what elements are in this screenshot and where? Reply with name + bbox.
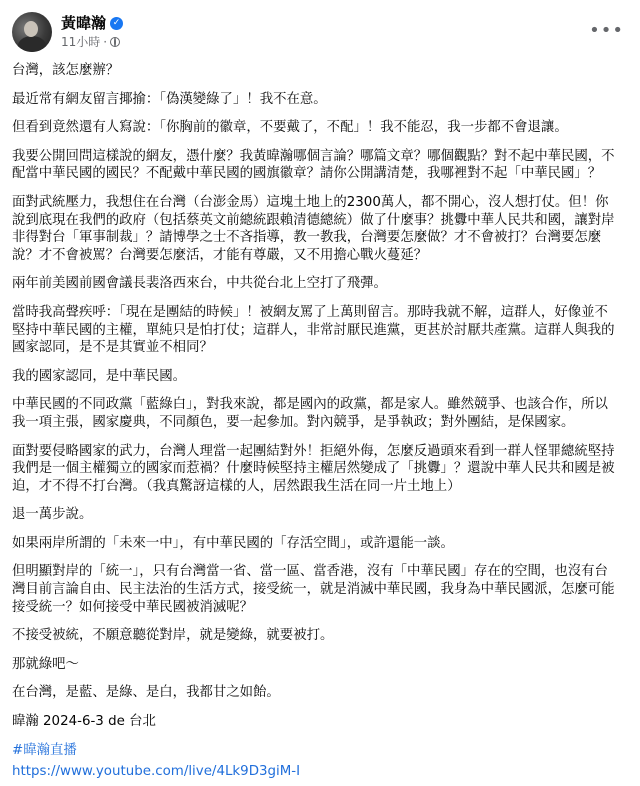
- post-header: [12, 10, 628, 54]
- hashtag-link[interactable]: #暐瀚直播: [12, 742, 77, 758]
- post-paragraph: 退一萬步說。: [12, 507, 93, 523]
- author-name-row: [61, 14, 123, 32]
- globe-icon: [110, 37, 120, 47]
- verified-badge-icon: ✓: [110, 17, 123, 30]
- post-signature: 暐瀚 2024-6-3 de 台北: [12, 714, 156, 730]
- post-paragraph: 兩年前美國前國會議長裴洛西來台，中共從台北上空打了飛彈。: [12, 276, 387, 292]
- post-paragraph: 最近常有網友留言揶揄：「偽漢變綠了」！我不在意。: [12, 91, 327, 107]
- post-paragraph: 面對要侵略國家的武力，台灣人理當一起團結對外！拒絕外侮，怎麼反過頭來看到一群人怪罪總統堅持我們是一個主權獨立的國家而惹禍？什麼時候堅持主權居然變成了「挑釁」？還說中華人民共和國是被迫，才不得不打台灣。（我真驚訝這樣的人，居然跟我生活在同一片土地上）: [12, 443, 615, 494]
- post-paragraph: 當時我高聲疾呼：「現在是團結的時候」！被網友罵了上萬則留言。那時我就不解，這群人，好像並不堅持中華民國的主權，單純只是怕打仗；這群人，非常討厭民進黨，更甚於討厭共產黨。這群人與我的國家認同，是不是其實並不相同？: [12, 304, 615, 356]
- post-time-row: [61, 34, 123, 50]
- post-paragraph: 我的國家認同，是中華民國。: [12, 368, 187, 384]
- post-paragraph: 但明顯對岸的「統一」，只有台灣當一省、當一區、當香港，沒有「中華民國」存在的空間，也沒有台灣目前言論自由、民主法治的生活方式，接受統一，就是消滅中華民國，我身為中華民國派，怎麼可能接受統一？如何接受中華民國被消滅呢？: [12, 564, 615, 615]
- post-paragraph: 台灣，該怎麼辦？: [12, 63, 120, 78]
- youtube-link[interactable]: https://www.youtube.com/live/4Lk9D3giM-I: [12, 764, 301, 780]
- more-options-icon[interactable]: •••: [589, 20, 624, 41]
- author-avatar[interactable]: [12, 12, 52, 52]
- post-paragraph: 如果兩岸所謂的「未來一中」，有中華民國的「存活空間」，或許還能一談。: [12, 535, 454, 551]
- post-paragraph: 但看到竟然還有人寫說：「你胸前的徽章，不要戴了，不配」！我不能忍，我一步都不會退讓。: [12, 120, 568, 136]
- post-paragraph: 那就綠吧～: [12, 656, 79, 672]
- post-paragraph: 在台灣，是藍、是綠、是白，我都甘之如飴。: [12, 685, 280, 701]
- separator-dot: ·: [103, 35, 108, 49]
- post-body: [12, 62, 628, 781]
- post-timestamp[interactable]: 11小時: [61, 35, 101, 49]
- post-paragraph: 面對武統壓力，我想住在台灣（台澎金馬）這塊土地上的2300萬人，都不開心，沒人想打仗。但！你說到底現在我們的政府（包括蔡英文前總統跟賴清德總統）做了什麼事？挑釁中華人民共和國，讓對岸非得對台「軍事制裁」？請博學之士不吝指導，教一教我，台灣要怎麼做？才不會被打？台灣要怎麼說？才不會被罵？台灣要怎麼活，才能有尊嚴，又不用擔心戰火蔓延？: [12, 194, 615, 263]
- post-paragraph: 中華民國的不同政黨「藍綠白」，對我來說，都是國內的政黨，都是家人。雖然競爭、也該合作，所以我一項主張，國家慶典，不同顏色，要一起參加。對內競爭，是爭執政；對外團結，是保國家。: [12, 397, 608, 430]
- post-paragraph: 我要公開回問這樣說的網友，憑什麼？我黃暐瀚哪個言論？哪篇文章？哪個觀點？對不起中華民國，不配當中華民國的國民？不配戴中華民國的國旗徽章？請你公開講清楚，我哪裡對不起「中華民國」？: [12, 148, 615, 182]
- author-name[interactable]: 黃暐瀚: [61, 14, 107, 32]
- post-paragraph: 不接受被統，不願意聽從對岸，就是變綠，就要被打。: [12, 628, 334, 644]
- post-meta: [61, 14, 123, 50]
